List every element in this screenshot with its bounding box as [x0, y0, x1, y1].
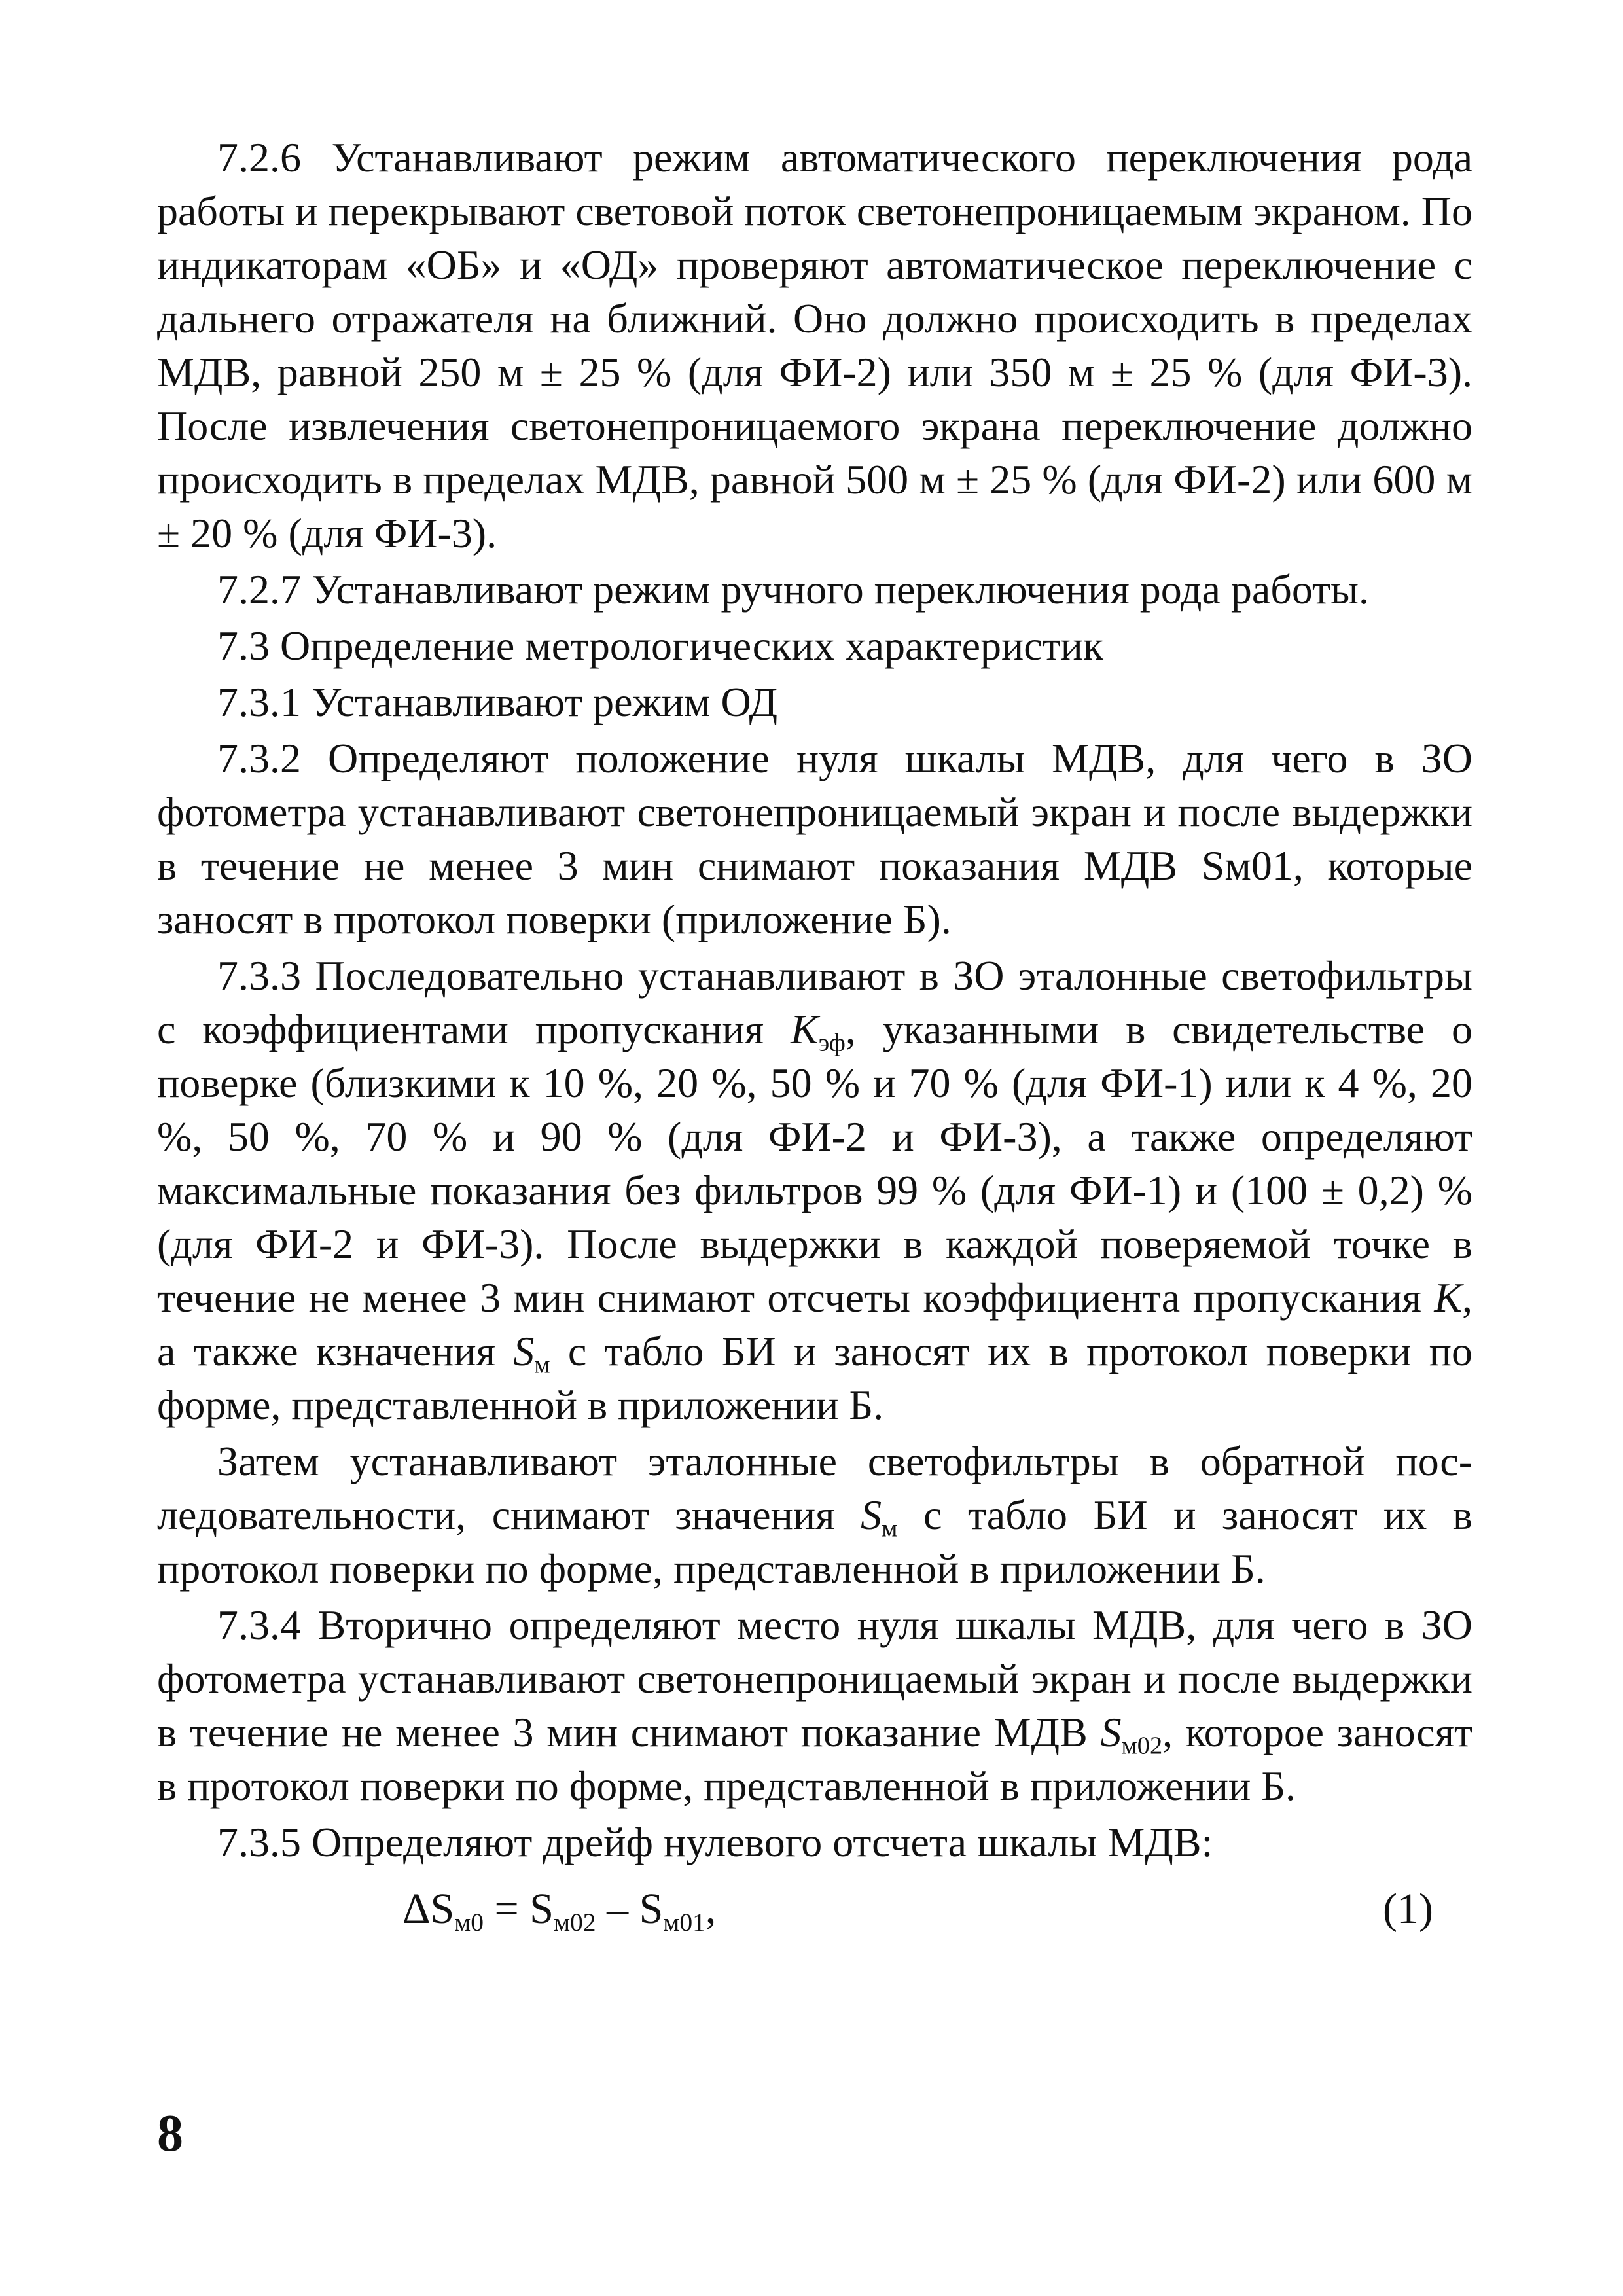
paragraph-7-3-2: 7.3.2 Определяют положение нуля шкалы МДВ, для чего в ЗО фотометра устанавливают светонепроницаемый экран и после выдержки в течение не менее 3 мин снимают показания МДВ Sм01, которые заносят в протокол поверки (приложение Б). — [157, 735, 1472, 942]
formula-number: (1) — [1383, 1885, 1433, 1933]
formula-expression: $\Delta S_{м0} = S_{м02} - S_{м01}$, — [402, 1885, 717, 1937]
paragraph-7-2-6: 7.2.6 Устанавливают режим автоматического переключения рода работы и перекрывают световой поток светонепроницаемым экраном. По индикаторам «ОБ» и «ОД» проверяют автоматическое переключение с дальнего отражателя на ближний. Оно должно происходить в пределах МДВ, равной 250 м ± 25 % (для ФИ-2) или 350 м ± 25 % (для ФИ-3). После извлечения светонепроницаемого экрана переключение должно происходить в пределах МДВ, равной 500 м ± 25 % (для ФИ-2) или 600 м ± 20 % (для ФИ-3). — [157, 134, 1472, 556]
formula-1 — [157, 1873, 1472, 1952]
body-text — [157, 131, 1472, 1952]
page-number: 8 — [157, 2105, 183, 2162]
paragraph-7-3-5: 7.3.5 Определяют дрейф нулевого отсчета шкалы МДВ: — [217, 1819, 1213, 1865]
paragraph-7-3-3: 7.3.3 Последовательно устанавливают в ЗО эталонные светофильтры с коэффициентами пропускания $K_{эф}$, указанными в свидетельстве о поверке (близкими к 10 %, 20 %, 50 % и 70 % (для ФИ-1) или к 4 %, 20 %, 50 %, 70 % и 90 % (для ФИ-2 и ФИ-3), а также определяют максимальные показания без фильтров 99 % (для ФИ-1) и (100 ± 0,2) % (для ФИ-2 и ФИ-3). После выдержки в каждой поверяемой точке в течение не менее 3 мин снимают отсчеты коэффициента пропускания K, а также кзначения $S_м$ с табло БИ и заносят их в протокол поверки по форме, представленной в приложении Б. — [157, 952, 1473, 1428]
paragraph-7-3-4: 7.3.4 Вторично определяют место нуля шкалы МДВ, для чего в ЗО фотометра устанавливают светонепроницаемый экран и после выдержки в течение не менее 3 мин снимают показание МДВ $S_{м02}$, которое заносят в протокол поверки по форме, представленной в приложении Б. — [157, 1602, 1473, 1809]
section-heading-7-3: 7.3 Определение метрологических характеристик — [217, 622, 1103, 669]
paragraph-7-2-7: 7.2.7 Устанавливают режим ручного переключения рода работы. — [217, 566, 1369, 613]
paragraph-reverse-order: Затем устанавливают эталонные светофильтры в обратной последовательности, снимают значения $S_м$ с табло БИ и заносят их в протокол поверки по форме, представленной в приложении Б. — [157, 1438, 1473, 1592]
paragraph-7-3-1: 7.3.1 Устанавливают режим ОД — [217, 679, 778, 725]
